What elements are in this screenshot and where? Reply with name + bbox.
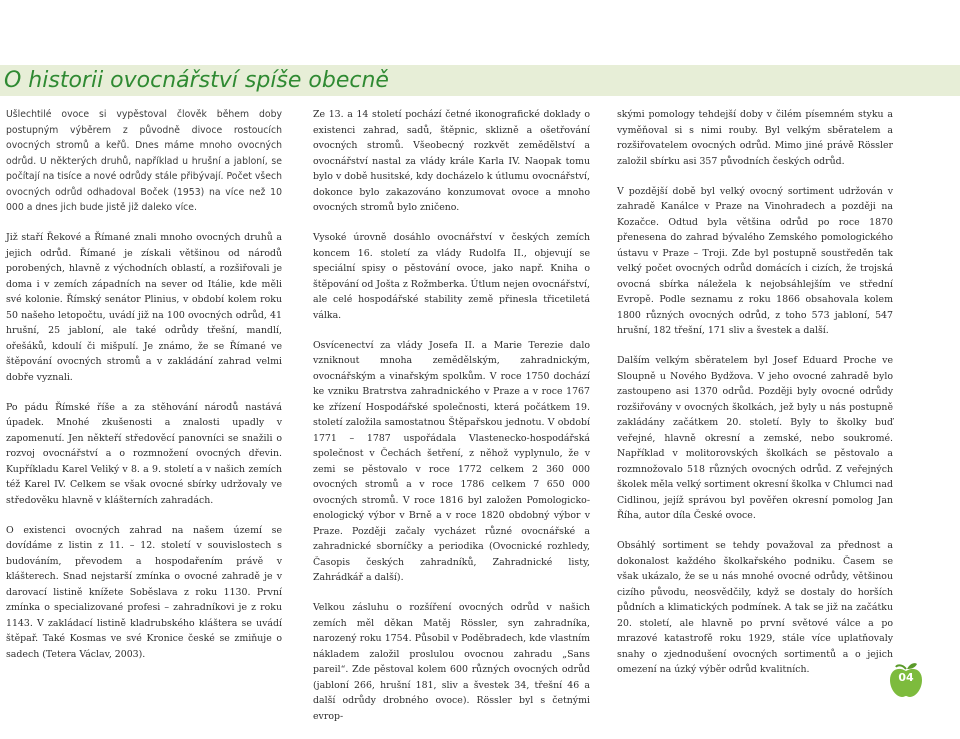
column-2 — [313, 107, 590, 739]
page-title: O historii ovocnářství spíše obecně — [0, 65, 960, 96]
paragraph: Vysoké úrovně dosáhlo ovocnářství v českých zemích koncem 16. století za vlády Rudolfa II., objevují se speciální spisy o pěstování ovoce, jako např. Kniha o štěpování od Jošta z Rožmberka. Útlum nejen ovocnářství, ale celé hospodářské stability země přinesla třicetiletá válka. — [313, 232, 590, 321]
column-3 — [617, 107, 893, 692]
paragraph: Ze 13. a 14 století pochází četné ikonografické doklady o existenci zahrad, sadů, štěpnic, sklizně a ošetřování ovocných stromů. Všeobecný rozkvět zemědělství a ovocnářství nastal za vlády krále Karla IV. Naopak tomu bylo v době husitské, kdy docházelo k útlumu ovocnářství, dokonce bylo zakazováno konzumovat ovoce a mnoho ovocných stromů bylo zničeno. — [313, 109, 590, 213]
paragraph: O existenci ovocných zahrad na našem území se dovídáme z listin z 11. – 12. století v souvislostech s budováním, převodem a hospodařením právě v klášterech. Snad nejstarší zmínka o ovocné zahradě je v darovací listině knížete Soběslava z roku 1130. První zmínka o specializované profesi – zahradníkovi je z roku 1143. V zakládací listině kladrubského kláštera se uvádí štěpař. Také Kosmas ve své Kronice české se zmiňuje o sadech (Tetera Václav, 2003). — [6, 524, 282, 660]
paragraph: V pozdější době byl velký ovocný sortiment udržován v zahradě Kanálce v Praze na Vinohradech a později na Kozačce. Odtud byla většina odrůd po roce 1870 přenesena do zahrad bývalého Zemského pomologického ústavu v Praze – Troji. Zde byl postupně soustředěn tak velký počet ovocných odrůd domácích i cizích, že trojská ovocná sbírka náležela k nejobsáhlejším ve střední Evropě. Podle seznamu z roku 1866 obsahovala kolem 1800 různých ovocných odrůd, z toho 573 jabloní, 547 hrušní, 182 třešní, 171 sliv a švestek a další. — [617, 185, 893, 336]
paragraph: Obsáhlý sortiment se tehdy považoval za přednost a dokonalost každého školkařského podniku. Časem se však ukázalo, že se u nás mnohé ovocné odrůdy, většinou cizího původu, neosvědčily, když se dostaly do horších půdních a klimatických podmínek. A tak se již na začátku 20. století, ale hlavně po první světové válce a po mrazové katastrofě roku 1929, stále více uplatňovaly snahy o zjednodušení ovocných sortimentů a o jejich omezení na úzký výběr odrůd kvalitních. — [617, 540, 893, 675]
paragraph: Dalším velkým sběratelem byl Josef Eduard Proche ve Sloupně u Nového Bydžova. V jeho ovocné zahradě bylo zastoupeno asi 1370 odrůd. Později byly ovocné odrůdy rozšiřovány v ovocných školkách, jež byly u nás postupně zakládány začátkem 20. století. Byly to školky buď veřejné, hlavně okresní a zemské, nebo soukromé. Například v molitorovských školkách se pěstovalo a rozmnožovalo 518 různých ovocných odrůd. Z veřejných školek měla velký sortiment okresní školka v Chlumci nad Cidlinou, jejíž správou byl pověřen okresní pomolog Jan Říha, autor díla České ovoce. — [617, 355, 893, 521]
paragraph: Po pádu Římské říše a za stěhování národů nastává úpadek. Mnohé zkušenosti a znalosti upadly v zapomenutí. Jen někteří středověcí panovníci se snažili o rozvoj ovocnářství a o rozmnožení ovocných dřevin. Kupříkladu Karel Veliký v 8. a 9. století a v našich zemích též Karel IV. Celkem se však ovocné sbírky udržovaly ve středověku hlavně v klášterních zahradách. — [6, 401, 282, 506]
paragraph: Velkou zásluhu o rozšíření ovocných odrůd v našich zemích měl děkan Matěj Rössler, syn zahradníka, narozený roku 1754. Působil v Poděbradech, kde vlastním nákladem založil proslulou ovocnou zahradu „Sans pareil“. Zde pěstoval kolem 600 různých ovocných odrůd (jabloní 266, hrušní 181, sliv a švestek 34, třešní 46 a další odrůdy drobného ovoce). Rössler byl s četnými evrop- — [313, 602, 590, 722]
paragraph: skými pomology tehdejší doby v čilém písemném styku a vyměňoval si s nimi rouby. Byl velkým sběratelem a rozšiřovatelem ovocných odrůd. Mimo jiné právě Rössler založil sbírku asi 357 původních českých odrůd. — [617, 109, 893, 167]
paragraph: Osvícenectví za vlády Josefa II. a Marie Terezie dalo vzniknout mnoha zemědělským, zahradnickým, ovocnářským a vinařským spolkům. V roce 1750 dochází ke vzniku Bratrstva zahradnického v Praze a v roce 1767 ke zřízení Hospodářské společnosti, která počátkem 19. století založila samostatnou Štěpařskou jednotu. V období 1771 – 1787 uspořádala Vlastenecko-hospodářská společnost v Čechách šetření, z něhož vyplynulo, že v zemi se pěstovalo v roce 1772 celkem 2 360 000 ovocných stromů a v roce 1786 celkem 7 650 000 ovocných stromů. V roce 1816 byl založen Pomologicko-enologický výbor v Brně a v roce 1820 obdobný výbor v Praze. Později začaly vycházet různé ovocnářské a zahradnické sborníčky a periodika (Ovocnické rozhledy, Časopis českých zahradníků, Zahradnické listy, Zahrádkář a další). — [313, 339, 590, 583]
paragraph: Již staří Řekové a Římané znali mnoho ovocných druhů a jejich odrůd. Římané je získali většinou od národů porobených, hlavně z východních oblastí, a rozšiřovali je doma i v zemích západních na sever od Itálie, kde měli své kolonie. Římský senátor Plinius, v období kolem roku 50 našeho letopočtu, uvádí již na 100 ovocných odrůd, 41 hrušní, 25 jabloní, ale také odrůdy třešní, mandlí, ořešáků, kdoulí či mišpulí. Je známo, že se Římané ve štěpování ovocných stromů a v zakládání zahrad velmi dobře vyznali. — [6, 232, 282, 383]
page-number: 04 — [898, 671, 914, 684]
column-1 — [6, 107, 282, 677]
intro-paragraph: Ušlechtilé ovoce si vypěstoval člověk během doby postupným výběrem z původně divoce rostoucích ovocných stromů a keřů. Dnes máme mnoho ovocných odrůd. U některých druhů, například u hrušní a jabloní, se počítají na tisíce a nové odrůdy stále přibývají. Počet všech ovocných odrůd odhadoval Boček (1953) na více než 10 000 a dnes jich bude jistě již daleko více. — [6, 109, 282, 213]
